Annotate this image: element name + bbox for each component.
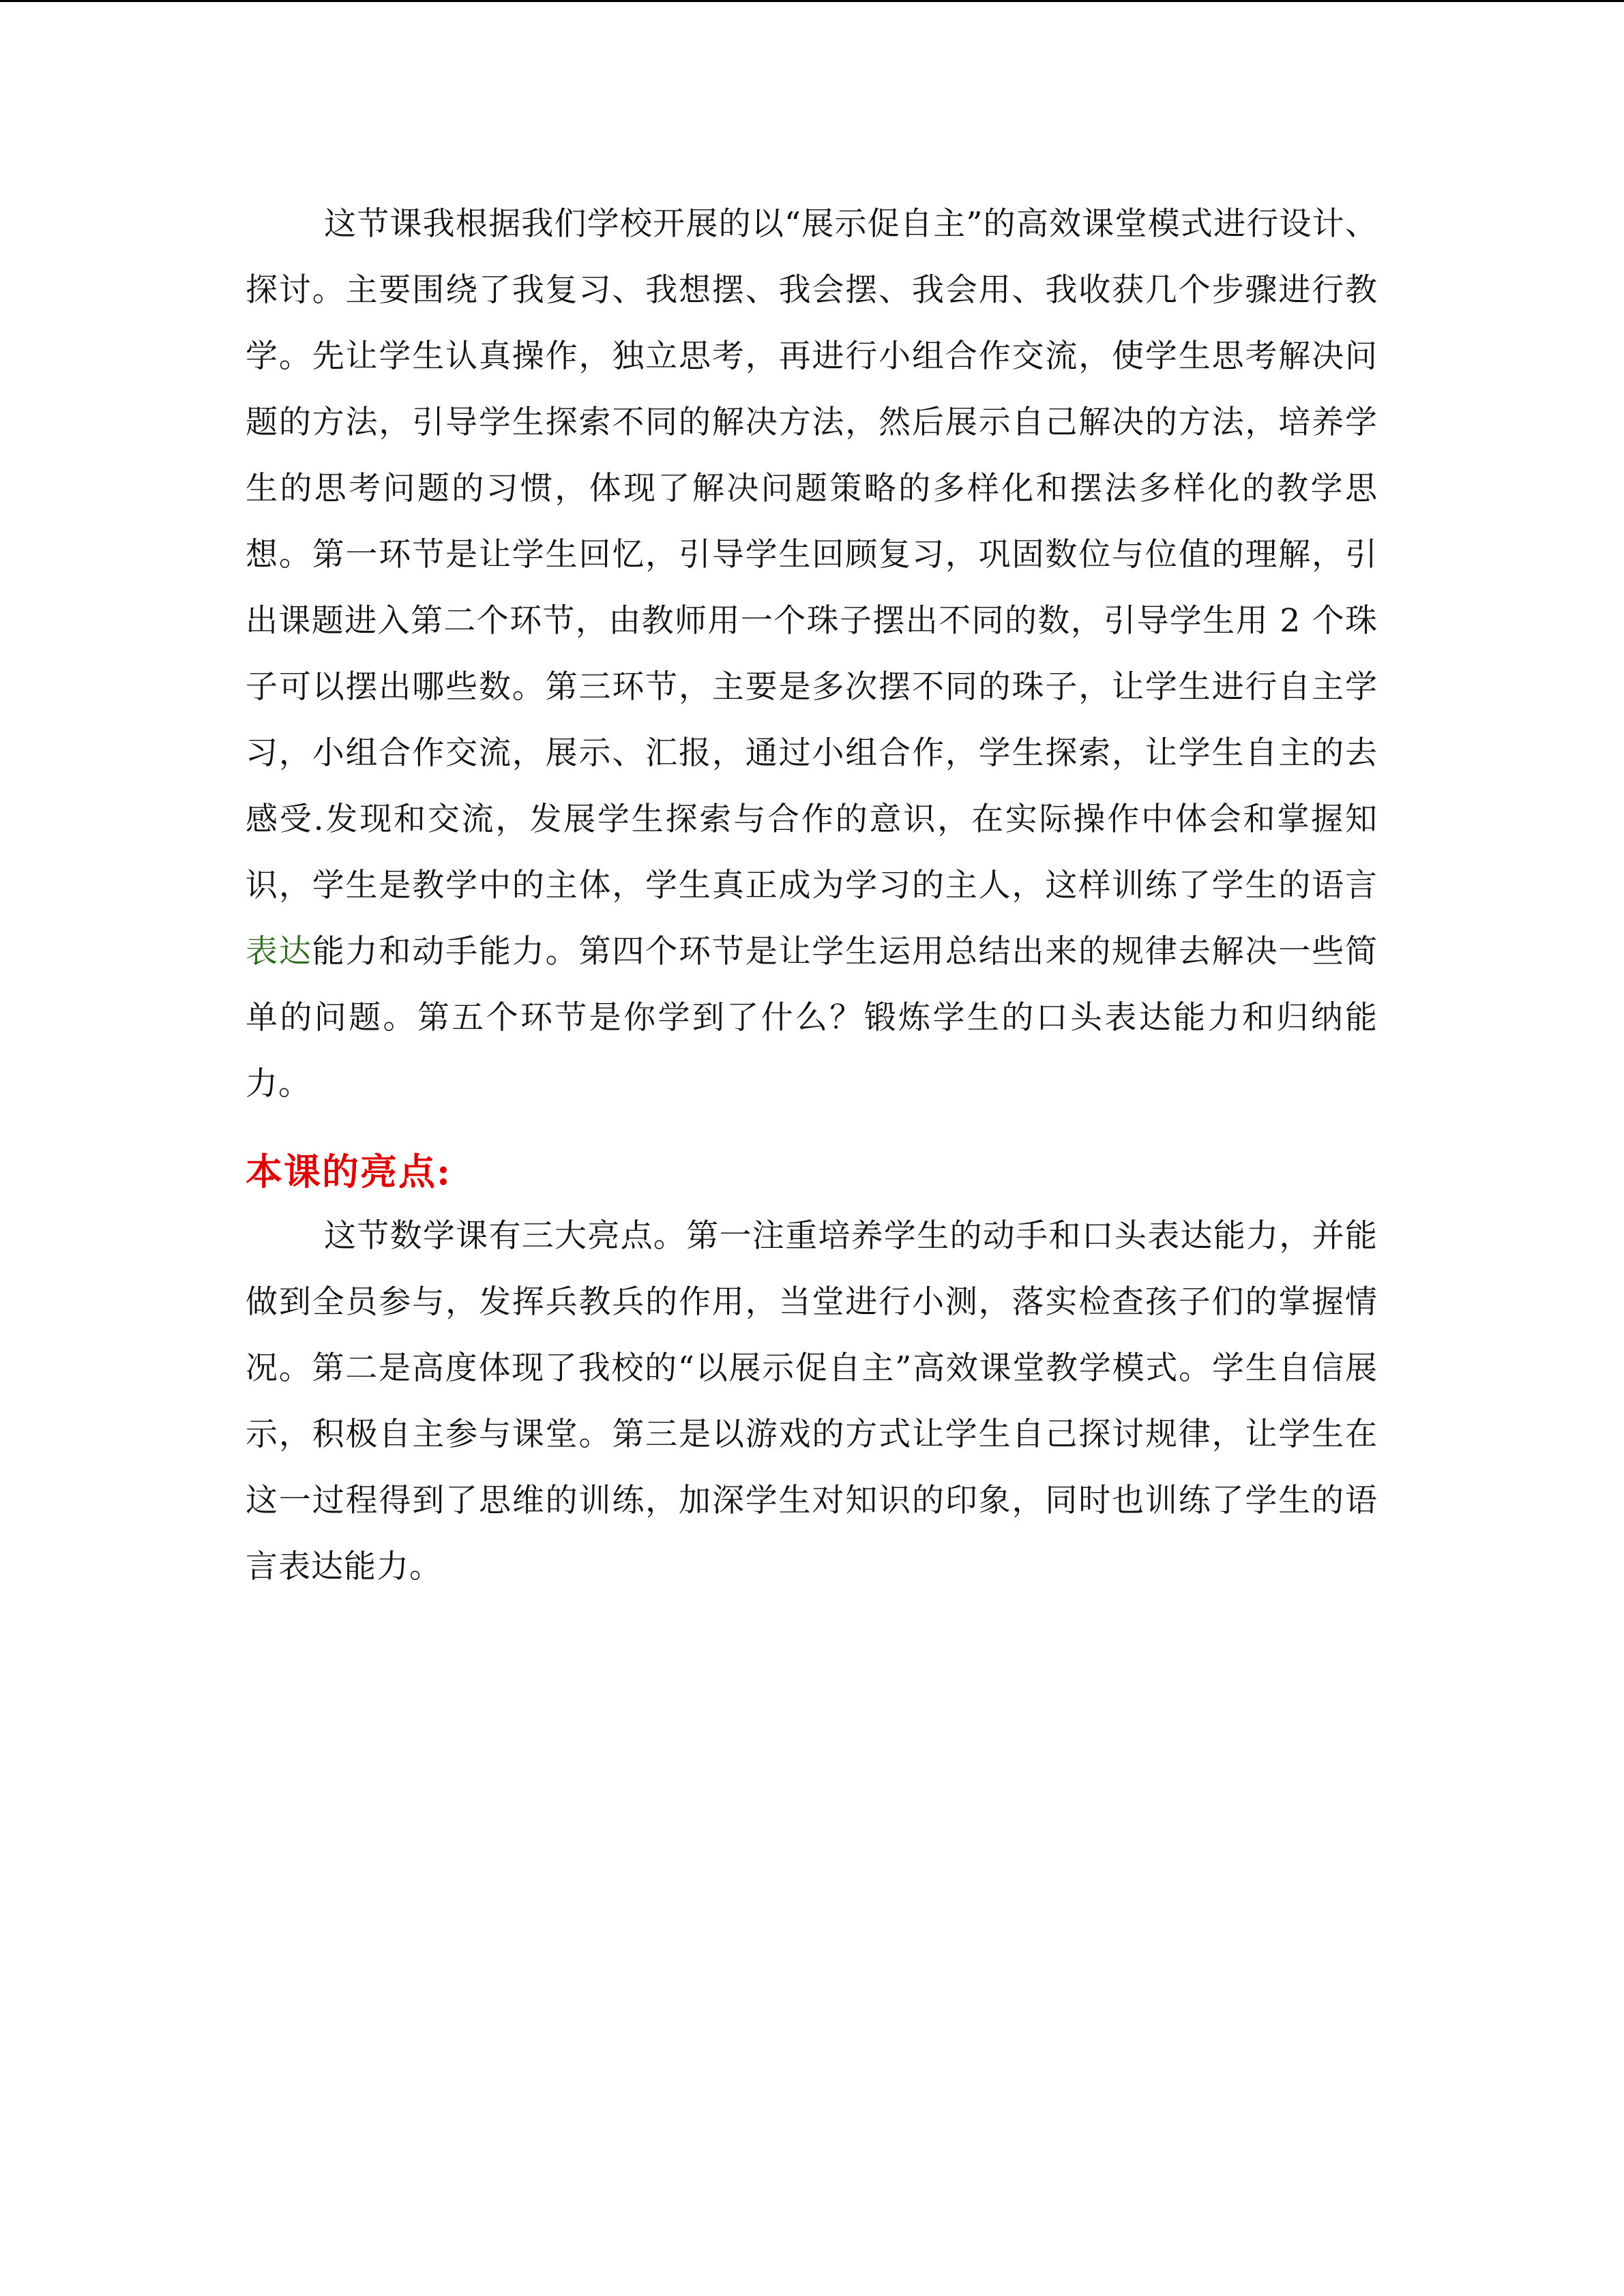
paragraph-1-highlight: 表达 bbox=[246, 933, 312, 970]
section-heading-highlights: 本课的亮点: bbox=[246, 1150, 452, 1193]
page-top-border bbox=[0, 0, 1624, 2]
paragraph-highlights: 这节数学课有三大亮点。第一注重培养学生的动手和口头表达能力，并能做到全员参与，发挥兵教兵的作用，当堂进行小测，落实检查孩子们的掌握情况。第二是高度体现了我校的“以展示促自主”高效课堂教学模式。学生自信展示，积极自主参与课堂。第三是以游戏的方式让学生自己探讨规律，让学生在这一过程得到了思维的训练，加深学生对知识的印象，同时也训练了学生的语言表达能力。 bbox=[246, 1217, 1378, 1585]
paragraph-1-text-a: 这节课我根据我们学校开展的以“展示促自主”的高效课堂模式进行设计、探讨。主要围绕了我复习、我想摆、我会摆、我会用、我收获几个步骤进行教学。先让学生认真操作，独立思考，再进行小组合作交流，使学生思考解决问题的方法，引导学生探索不同的解决方法，然后展示自己解决的方法，培养学生的思考问题的习惯，体现了解决问题策略的多样化和摆法多样化的教学思想。第一环节是让学生回忆，引导学生回顾复习，巩固数位与位值的理解，引出课题进入第二个环节，由教师用一个珠子摆出不同的数，引导学生用 2 个珠子可以摆出哪些数。第三环节，主要是多次摆不同的珠子，让学生进行自主学习，小组合作交流，展示、汇报，通过小组合作，学生探索，让学生自主的去感受.发现和交流，发展学生探索与合作的意识，在实际操作中体会和掌握知识，学生是教学中的主体，学生真正成为学习的主人，这样训练了学生的语言 bbox=[246, 205, 1378, 904]
paragraph-lesson-design bbox=[246, 191, 1378, 1117]
document-body bbox=[246, 191, 1378, 1600]
paragraph-1-text-b: 能力和动手能力。第四个环节是让学生运用总结出来的规律去解决一些简单的问题。第五个环节是你学到了什么？锻炼学生的口头表达能力和归纳能力。 bbox=[246, 933, 1378, 1103]
